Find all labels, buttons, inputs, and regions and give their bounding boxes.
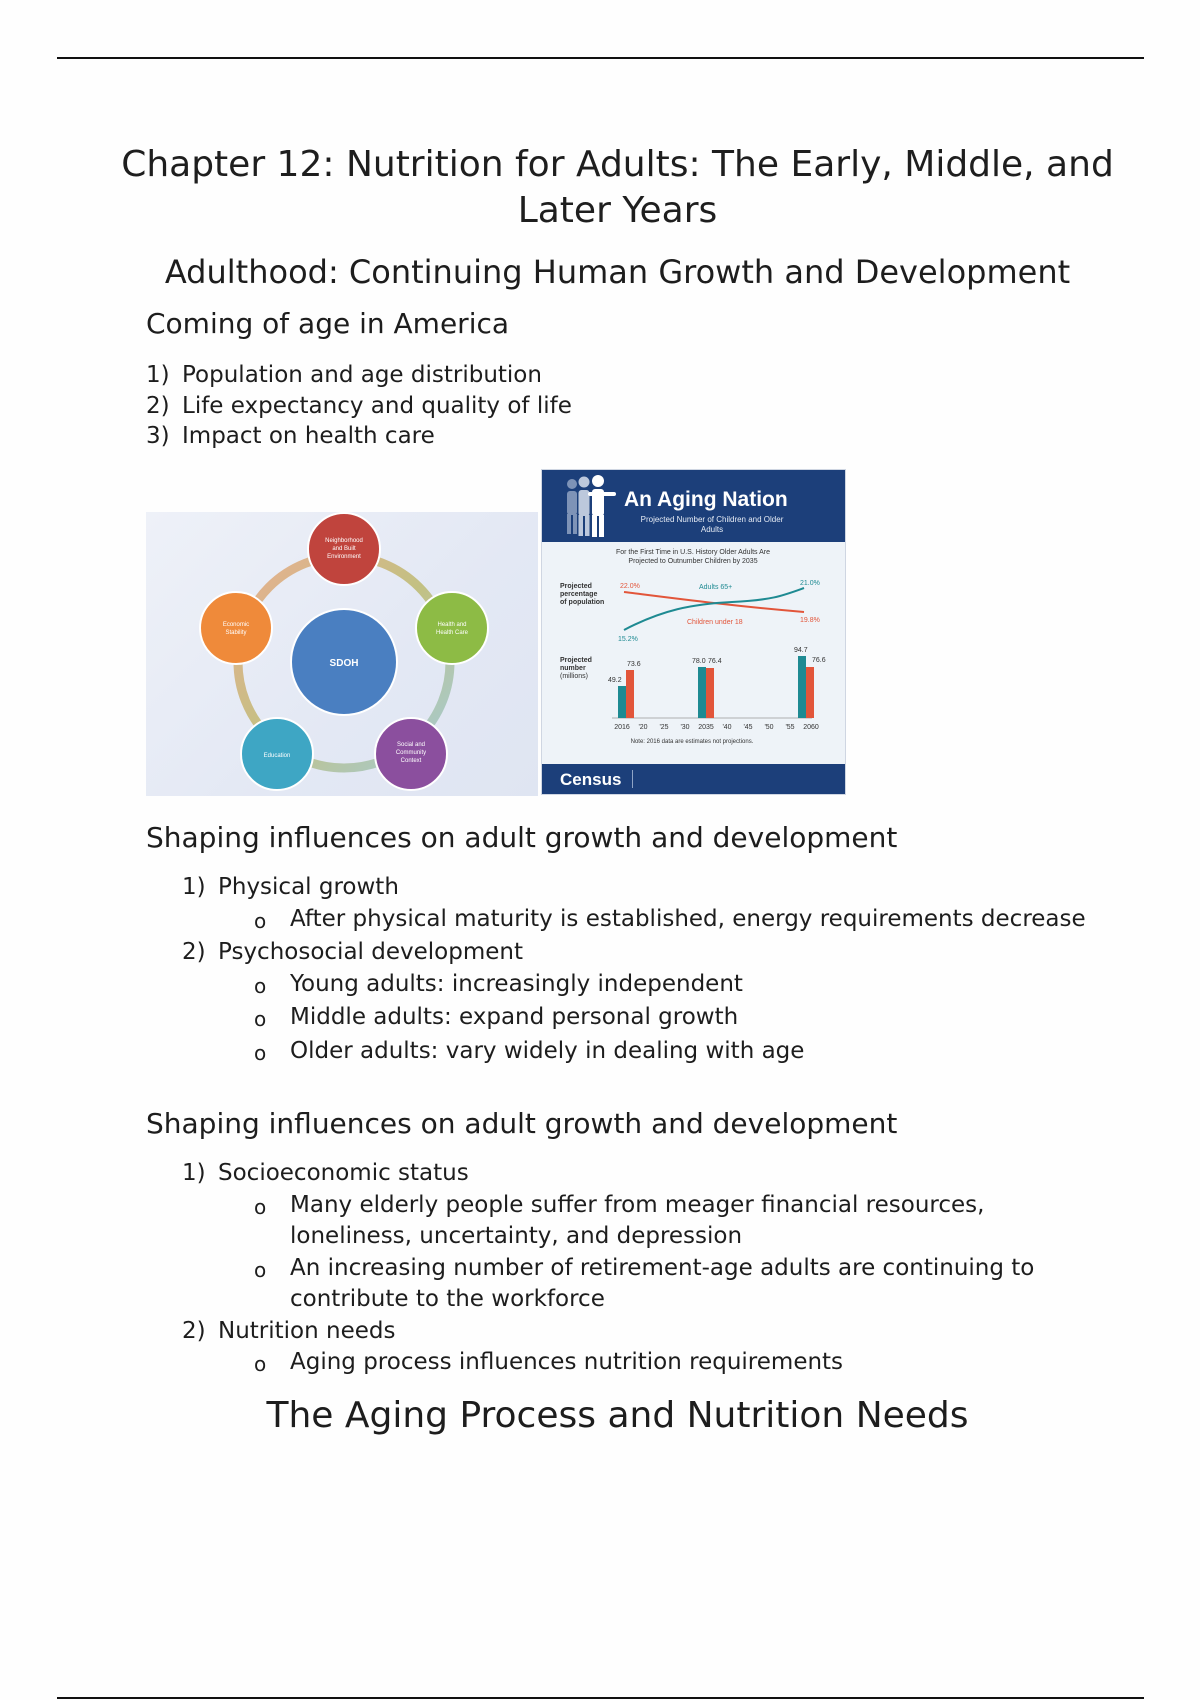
list-item: 1) Population and age distribution	[146, 362, 542, 388]
children-line	[624, 592, 804, 612]
census-footer	[542, 764, 845, 794]
aging-people-icon	[552, 470, 622, 542]
coming-of-age-list	[146, 360, 572, 452]
svg-text:Social and: Social and	[396, 742, 426, 748]
sdoh-node-neighborhood	[308, 513, 380, 585]
svg-text:21.0%: 21.0%	[800, 580, 820, 587]
svg-text:15.2%: 15.2%	[618, 636, 638, 643]
census-infographic	[541, 469, 846, 795]
svg-text:'30: '30	[680, 724, 690, 731]
svg-text:Projected: Projected	[560, 583, 592, 590]
svg-text:'20: '20	[638, 724, 648, 731]
census-banner	[542, 470, 845, 542]
list-item: 3) Impact on health care	[146, 423, 435, 449]
census-logo: Census	[560, 770, 622, 789]
sub-list-item: o Many elderly people suffer from meager financial resources, loneliness, uncertainty, and depression	[254, 1191, 985, 1249]
svg-text:Education: Education	[263, 753, 291, 759]
section-title: Adulthood: Continuing Human Growth and Development	[164, 253, 1071, 291]
svg-text:For the First Time in U.S. His: For the First Time in U.S. History Older Adults Are	[615, 549, 771, 556]
svg-text:94.7: 94.7	[794, 647, 808, 654]
sub-list-item: o Middle adults: expand personal growth	[254, 1004, 739, 1031]
heading-aging-process: The Aging Process and Nutrition Needs	[266, 1395, 969, 1436]
shaping-influences-list-2	[182, 1158, 1102, 1381]
sub-list-item: o Aging process influences nutrition requirements	[254, 1349, 844, 1376]
svg-text:Health Care: Health Care	[435, 630, 469, 636]
sdoh-diagram-svg	[146, 512, 538, 796]
svg-text:number: number	[560, 665, 586, 672]
svg-text:Health and: Health and	[437, 622, 467, 628]
bar-children-2016	[626, 670, 634, 718]
sdoh-center-label: SDOH	[329, 658, 359, 669]
svg-text:'25: '25	[659, 724, 669, 731]
svg-text:and Built: and Built	[332, 546, 356, 552]
list-item: 1) Physical growth o After physical maturity is established, energy requirements decrease	[182, 872, 1102, 937]
sdoh-diagram	[146, 512, 538, 796]
svg-text:Economic: Economic	[222, 622, 250, 628]
svg-text:2016: 2016	[614, 724, 630, 731]
sdoh-node-economic-stability	[200, 592, 272, 664]
svg-text:Neighborhood: Neighborhood	[325, 538, 363, 544]
svg-text:Projected to Outnumber Childre: Projected to Outnumber Children by 2035	[628, 558, 758, 565]
svg-text:Children under 18: Children under 18	[687, 619, 743, 626]
svg-text:'45: '45	[743, 724, 753, 731]
bar-adults-2060	[798, 656, 806, 718]
svg-text:Note: 2016 data are estimates: Note: 2016 data are estimates not projections.	[630, 739, 754, 745]
svg-text:Context: Context	[400, 758, 422, 764]
chapter-title: Chapter 12: Nutrition for Adults: The Early, Middle, and Later Years	[121, 144, 1114, 231]
census-chart-area	[542, 542, 845, 764]
svg-text:'40: '40	[722, 724, 732, 731]
svg-text:19.8%: 19.8%	[800, 617, 820, 624]
infographic-subtitle: Projected Number of Children and Older Adults	[640, 515, 784, 534]
top-rule	[57, 57, 1144, 59]
svg-text:of population: of population	[560, 599, 605, 606]
bar-adults-2016	[618, 686, 626, 718]
svg-text:22.0%: 22.0%	[620, 583, 640, 590]
svg-text:2035: 2035	[698, 724, 714, 731]
svg-text:'55: '55	[785, 724, 795, 731]
svg-text:Community: Community	[395, 750, 427, 756]
svg-text:76.6: 76.6	[812, 657, 826, 664]
svg-text:Adults 65+: Adults 65+	[699, 584, 733, 591]
list-item: 2) Life expectancy and quality of life	[146, 392, 572, 419]
bottom-rule	[57, 1697, 1144, 1699]
heading-coming-of-age: Coming of age in America	[146, 307, 510, 340]
svg-text:'50: '50	[764, 724, 774, 731]
svg-text:78.0: 78.0	[692, 658, 706, 665]
svg-text:76.4: 76.4	[708, 658, 722, 665]
svg-text:49.2: 49.2	[608, 677, 622, 684]
svg-text:73.6: 73.6	[627, 661, 641, 668]
sub-list-item: o Older adults: vary widely in dealing with age	[254, 1037, 805, 1065]
bar-adults-2035	[698, 667, 706, 718]
heading-shaping-influences-2: Shaping influences on adult growth and development	[146, 1107, 898, 1140]
svg-text:Projected: Projected	[560, 657, 592, 664]
svg-text:percentage: percentage	[560, 591, 598, 598]
shaping-influences-list-1	[182, 872, 1102, 1069]
svg-text:(millions): (millions)	[560, 673, 588, 680]
bar-children-2035	[706, 668, 714, 718]
svg-text:2060: 2060	[803, 724, 819, 731]
census-fine-print	[632, 770, 833, 788]
sdoh-node-health-care	[416, 592, 488, 664]
bar-children-2060	[806, 667, 814, 718]
sdoh-node-social-community	[375, 718, 447, 790]
sub-list-item: o After physical maturity is established, energy requirements decrease	[254, 905, 1086, 933]
sub-list-item: o Young adults: increasingly independent	[254, 970, 743, 998]
infographic-title: An Aging Nation	[624, 488, 788, 511]
sdoh-node-education	[241, 718, 313, 790]
svg-text:Environment: Environment	[327, 554, 361, 560]
sub-list-item: o An increasing number of retirement-age adults are continuing to contribute to the workforce	[254, 1254, 1035, 1312]
list-item: 1) Socioeconomic status o Many elderly people suffer from meager financial resources, loneliness, uncertainty, and depression o An increasing number of retirement-age adults are continuing to contribute to the workforce	[182, 1158, 1102, 1316]
list-item: 2) Nutrition needs o Aging process influences nutrition requirements	[182, 1316, 1102, 1381]
census-chart-svg	[542, 542, 845, 764]
svg-text:Stability: Stability	[225, 630, 247, 636]
heading-shaping-influences-1: Shaping influences on adult growth and development	[146, 821, 898, 854]
list-item: 2) Psychosocial development o Young adults: increasingly independent o Middle adults: expand personal growth o Older adults: vary widely in dealing with age	[182, 937, 1102, 1069]
